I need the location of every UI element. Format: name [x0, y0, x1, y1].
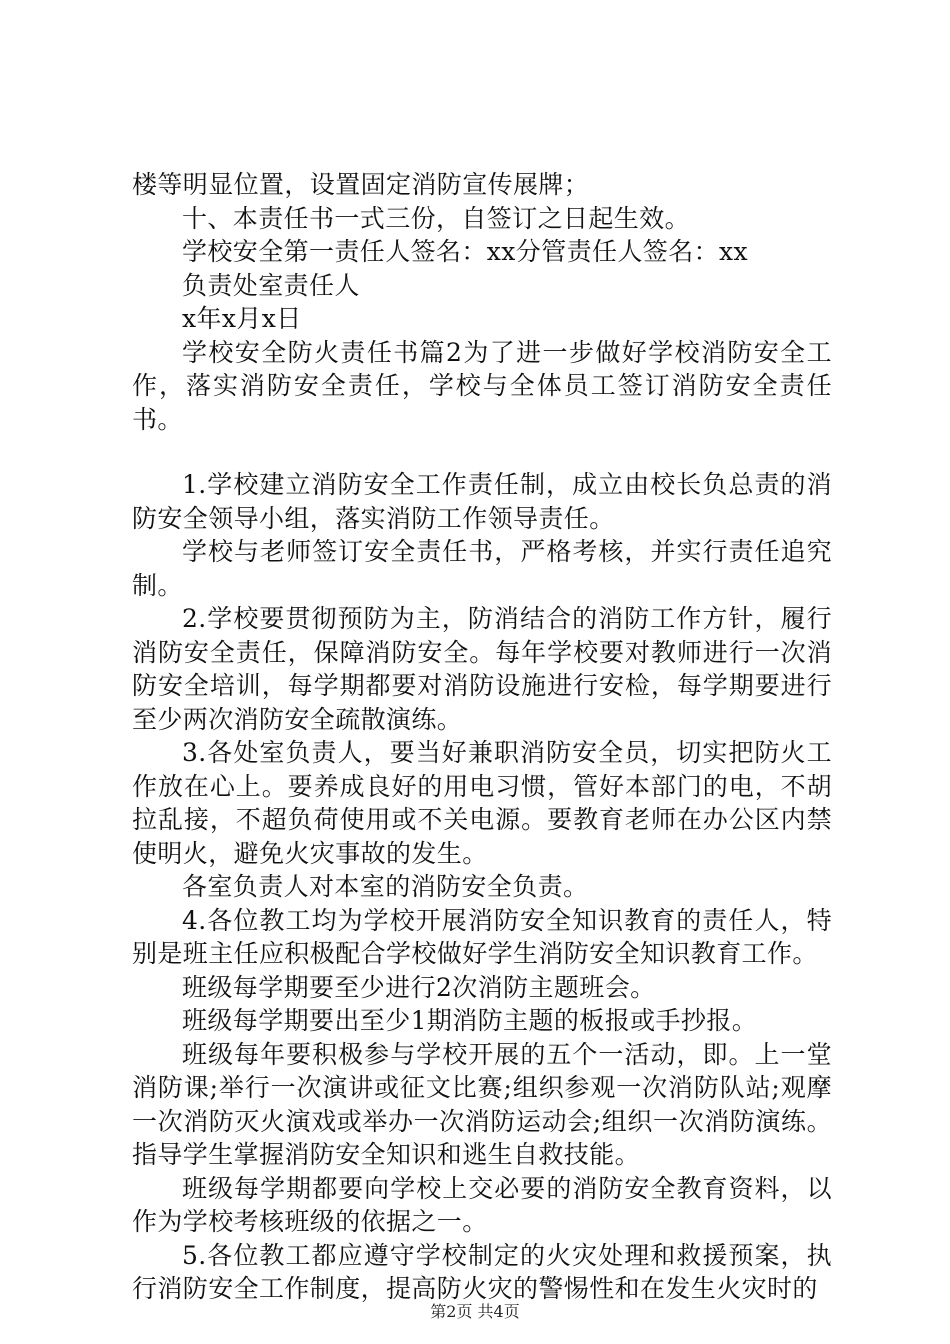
paragraph: 十、本责任书一式三份，自签订之日起生效。	[182, 203, 691, 233]
paragraph: 1.学校建立消防安全工作责任制，成立由校长负总责的消防安全领导小组，落实消防工作领导责任。	[132, 470, 832, 533]
paragraph: 班级每学期要出至少1期消防主题的板报或手抄报。	[182, 1006, 758, 1035]
paragraph: 各室负责人对本室的消防安全负责。	[182, 872, 589, 901]
paragraph: 2.学校要贯彻预防为主，防消结合的消防工作方针，履行消防安全责任，保障消防安全。每年学校要对教师进行一次消防安全培训，每学期都要对消防设施进行安检，每学期要进行至少两次消防安全疏散演练。	[132, 604, 832, 734]
page-footer	[0, 1302, 950, 1322]
document-body	[132, 168, 832, 1306]
paragraph-spacer	[132, 436, 832, 468]
paragraph: 5.各位教工都应遵守学校制定的火灾处理和救援预案，执行消防安全工作制度，提高防火灾的警惕性和在发生火灾时的	[132, 1240, 832, 1303]
signature-line: 负责处室责任人	[182, 270, 360, 300]
signature-line: 学校安全第一责任人签名：xx分管责任人签名：xx	[182, 237, 748, 266]
paragraph: 楼等明显位置，设置固定消防宣传展牌；	[132, 170, 590, 199]
paragraph: 4.各位教工均为学校开展消防安全知识教育的责任人，特别是班主任应积极配合学校做好学生消防安全知识教育工作。	[132, 905, 832, 968]
date-line: x年x月x日	[182, 304, 302, 333]
paragraph: 3.各处室负责人，要当好兼职消防安全员，切实把防火工作放在心上。要养成良好的用电习惯，管好本部门的电，不胡拉乱接，不超负荷使用或不关电源。要教育老师在办公区内禁使明火，避免火灾事故的发生。	[132, 738, 832, 868]
paragraph: 班级每年要积极参与学校开展的五个一活动，即。上一堂消防课;举行一次演讲或征文比赛;组织参观一次消防队站;观摩一次消防灭火演戏或举办一次消防运动会;组织一次消防演练。指导学生掌握消防安全知识和逃生自救技能。	[132, 1039, 832, 1169]
page-number: 第2页 共4页	[430, 1302, 520, 1321]
paragraph: 班级每学期都要向学校上交必要的消防安全教育资料，以作为学校考核班级的依据之一。	[132, 1173, 832, 1236]
paragraph: 学校与老师签订安全责任书，严格考核，并实行责任追究制。	[132, 537, 832, 600]
paragraph: 班级每学期要至少进行2次消防主题班会。	[182, 972, 656, 1002]
paragraph: 学校安全防火责任书篇2为了进一步做好学校消防安全工作，落实消防安全责任，学校与全体员工签订消防安全责任书。	[132, 337, 832, 434]
